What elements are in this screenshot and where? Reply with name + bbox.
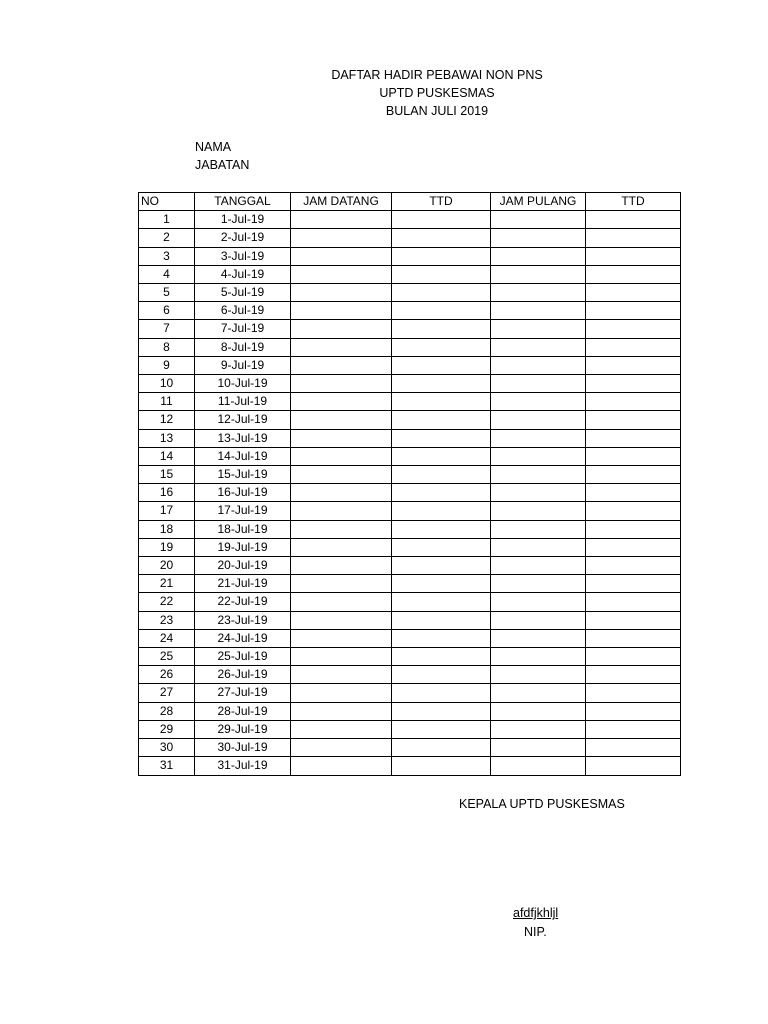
ttd-pulang-cell [586,320,681,338]
column-header-ttd-pulang: TTD [586,193,681,211]
row-number-cell: 18 [139,520,195,538]
column-header-no: NO [139,193,195,211]
table-row [139,611,681,629]
ttd-pulang-cell [586,466,681,484]
jam-datang-cell [291,575,392,593]
table-row [139,593,681,611]
row-number-cell: 30 [139,739,195,757]
jam-datang-cell [291,702,392,720]
signer-name: afdfjkhljl [513,906,559,920]
jam-pulang-cell [491,557,586,575]
ttd-datang-cell [392,229,491,247]
row-number-cell: 24 [139,629,195,647]
row-date-cell: 14-Jul-19 [195,447,291,465]
ttd-datang-cell [392,484,491,502]
ttd-pulang-cell [586,484,681,502]
ttd-pulang-cell [586,247,681,265]
jam-pulang-cell [491,265,586,283]
row-number-cell: 26 [139,666,195,684]
row-number-cell: 20 [139,557,195,575]
jam-datang-cell [291,429,392,447]
ttd-datang-cell [392,338,491,356]
ttd-datang-cell [392,575,491,593]
table-row [139,375,681,393]
jam-datang-cell [291,520,392,538]
jam-pulang-cell [491,284,586,302]
jam-datang-cell [291,502,392,520]
column-header-jam-pulang: JAM PULANG [491,193,586,211]
column-header-tanggal: TANGGAL [195,193,291,211]
table-row [139,520,681,538]
table-row [139,757,681,775]
jam-datang-cell [291,211,392,229]
ttd-datang-cell [392,466,491,484]
nip-label: NIP. [524,925,547,939]
table-row [139,265,681,283]
jam-datang-cell [291,338,392,356]
row-date-cell: 23-Jul-19 [195,611,291,629]
jam-pulang-cell [491,411,586,429]
ttd-datang-cell [392,611,491,629]
ttd-pulang-cell [586,211,681,229]
row-date-cell: 24-Jul-19 [195,629,291,647]
jam-pulang-cell [491,320,586,338]
row-number-cell: 11 [139,393,195,411]
jam-datang-cell [291,739,392,757]
ttd-datang-cell [392,666,491,684]
jam-datang-cell [291,265,392,283]
attendance-table [138,192,681,776]
ttd-datang-cell [392,502,491,520]
jam-pulang-cell [491,302,586,320]
ttd-pulang-cell [586,593,681,611]
ttd-pulang-cell [586,302,681,320]
table-row [139,302,681,320]
ttd-datang-cell [392,447,491,465]
table-row [139,557,681,575]
ttd-datang-cell [392,684,491,702]
row-date-cell: 1-Jul-19 [195,211,291,229]
row-date-cell: 26-Jul-19 [195,666,291,684]
table-row [139,411,681,429]
table-row [139,393,681,411]
table-row [139,338,681,356]
ttd-pulang-cell [586,447,681,465]
row-number-cell: 23 [139,611,195,629]
jam-pulang-cell [491,666,586,684]
row-date-cell: 11-Jul-19 [195,393,291,411]
jam-pulang-cell [491,520,586,538]
ttd-datang-cell [392,265,491,283]
jam-datang-cell [291,684,392,702]
row-number-cell: 1 [139,211,195,229]
jam-datang-cell [291,593,392,611]
row-date-cell: 19-Jul-19 [195,538,291,556]
table-row [139,447,681,465]
jam-pulang-cell [491,648,586,666]
table-row [139,211,681,229]
jam-pulang-cell [491,338,586,356]
ttd-pulang-cell [586,557,681,575]
row-date-cell: 15-Jul-19 [195,466,291,484]
jam-pulang-cell [491,375,586,393]
row-date-cell: 9-Jul-19 [195,356,291,374]
ttd-datang-cell [392,520,491,538]
column-header-jam-datang: JAM DATANG [291,193,392,211]
table-row [139,666,681,684]
row-number-cell: 25 [139,648,195,666]
ttd-pulang-cell [586,338,681,356]
jam-datang-cell [291,720,392,738]
ttd-datang-cell [392,375,491,393]
row-number-cell: 21 [139,575,195,593]
signature-title: KEPALA UPTD PUSKESMAS [459,797,625,811]
row-number-cell: 29 [139,720,195,738]
jam-datang-cell [291,538,392,556]
table-row [139,575,681,593]
table-row [139,429,681,447]
table-row [139,702,681,720]
table-row [139,648,681,666]
jam-datang-cell [291,393,392,411]
jam-pulang-cell [491,611,586,629]
row-number-cell: 9 [139,356,195,374]
jam-pulang-cell [491,684,586,702]
ttd-datang-cell [392,648,491,666]
row-number-cell: 27 [139,684,195,702]
jam-pulang-cell [491,739,586,757]
jam-pulang-cell [491,356,586,374]
jam-pulang-cell [491,484,586,502]
ttd-pulang-cell [586,502,681,520]
jam-datang-cell [291,302,392,320]
ttd-datang-cell [392,356,491,374]
table-header-row [139,193,681,211]
row-number-cell: 13 [139,429,195,447]
table-row [139,247,681,265]
row-number-cell: 17 [139,502,195,520]
row-number-cell: 10 [139,375,195,393]
jam-pulang-cell [491,720,586,738]
row-date-cell: 16-Jul-19 [195,484,291,502]
ttd-pulang-cell [586,429,681,447]
row-date-cell: 17-Jul-19 [195,502,291,520]
row-number-cell: 12 [139,411,195,429]
row-date-cell: 18-Jul-19 [195,520,291,538]
jam-datang-cell [291,611,392,629]
row-number-cell: 28 [139,702,195,720]
ttd-datang-cell [392,302,491,320]
row-date-cell: 21-Jul-19 [195,575,291,593]
ttd-datang-cell [392,702,491,720]
row-date-cell: 3-Jul-19 [195,247,291,265]
row-number-cell: 8 [139,338,195,356]
ttd-pulang-cell [586,265,681,283]
jam-datang-cell [291,375,392,393]
table-row [139,739,681,757]
nama-label: NAMA [195,140,232,154]
jam-datang-cell [291,284,392,302]
row-number-cell: 2 [139,229,195,247]
table-row [139,484,681,502]
jam-datang-cell [291,447,392,465]
document-subtitle-institution: UPTD PUSKESMAS [379,86,495,100]
ttd-pulang-cell [586,739,681,757]
row-number-cell: 5 [139,284,195,302]
ttd-datang-cell [392,429,491,447]
jam-datang-cell [291,356,392,374]
table-row [139,720,681,738]
ttd-pulang-cell [586,757,681,775]
row-number-cell: 6 [139,302,195,320]
row-date-cell: 20-Jul-19 [195,557,291,575]
jam-datang-cell [291,229,392,247]
jam-datang-cell [291,411,392,429]
jam-pulang-cell [491,538,586,556]
jam-pulang-cell [491,429,586,447]
jam-pulang-cell [491,593,586,611]
row-number-cell: 19 [139,538,195,556]
ttd-pulang-cell [586,629,681,647]
jam-datang-cell [291,466,392,484]
ttd-pulang-cell [586,684,681,702]
row-date-cell: 25-Jul-19 [195,648,291,666]
row-date-cell: 10-Jul-19 [195,375,291,393]
jam-pulang-cell [491,247,586,265]
jam-datang-cell [291,557,392,575]
jam-datang-cell [291,666,392,684]
jam-datang-cell [291,484,392,502]
row-date-cell: 12-Jul-19 [195,411,291,429]
table-row [139,229,681,247]
ttd-pulang-cell [586,393,681,411]
row-date-cell: 7-Jul-19 [195,320,291,338]
table-row [139,466,681,484]
ttd-datang-cell [392,247,491,265]
table-row [139,684,681,702]
jam-datang-cell [291,320,392,338]
ttd-datang-cell [392,739,491,757]
row-number-cell: 15 [139,466,195,484]
table-row [139,538,681,556]
jam-datang-cell [291,629,392,647]
ttd-pulang-cell [586,648,681,666]
table-row [139,320,681,338]
ttd-datang-cell [392,411,491,429]
ttd-pulang-cell [586,720,681,738]
row-date-cell: 30-Jul-19 [195,739,291,757]
ttd-datang-cell [392,284,491,302]
ttd-datang-cell [392,538,491,556]
jam-pulang-cell [491,502,586,520]
ttd-datang-cell [392,720,491,738]
row-date-cell: 27-Jul-19 [195,684,291,702]
row-date-cell: 31-Jul-19 [195,757,291,775]
ttd-datang-cell [392,393,491,411]
row-date-cell: 28-Jul-19 [195,702,291,720]
ttd-datang-cell [392,320,491,338]
row-date-cell: 6-Jul-19 [195,302,291,320]
row-date-cell: 22-Jul-19 [195,593,291,611]
jam-pulang-cell [491,393,586,411]
ttd-pulang-cell [586,520,681,538]
ttd-pulang-cell [586,356,681,374]
jam-pulang-cell [491,702,586,720]
jam-pulang-cell [491,447,586,465]
row-number-cell: 16 [139,484,195,502]
row-date-cell: 8-Jul-19 [195,338,291,356]
row-number-cell: 3 [139,247,195,265]
ttd-pulang-cell [586,611,681,629]
jam-pulang-cell [491,229,586,247]
ttd-datang-cell [392,593,491,611]
table-row [139,502,681,520]
table-row [139,629,681,647]
jam-datang-cell [291,757,392,775]
ttd-pulang-cell [586,229,681,247]
document-title: DAFTAR HADIR PEBAWAI NON PNS [331,68,543,82]
ttd-pulang-cell [586,666,681,684]
ttd-pulang-cell [586,538,681,556]
jam-pulang-cell [491,466,586,484]
jam-datang-cell [291,247,392,265]
ttd-datang-cell [392,629,491,647]
ttd-pulang-cell [586,702,681,720]
row-date-cell: 2-Jul-19 [195,229,291,247]
jam-pulang-cell [491,575,586,593]
jabatan-label: JABATAN [195,158,250,172]
jam-pulang-cell [491,757,586,775]
row-number-cell: 4 [139,265,195,283]
row-date-cell: 13-Jul-19 [195,429,291,447]
ttd-pulang-cell [586,411,681,429]
jam-pulang-cell [491,629,586,647]
ttd-datang-cell [392,757,491,775]
row-number-cell: 31 [139,757,195,775]
document-subtitle-period: BULAN JULI 2019 [385,104,489,118]
ttd-pulang-cell [586,284,681,302]
ttd-pulang-cell [586,375,681,393]
jam-pulang-cell [491,211,586,229]
column-header-ttd-datang: TTD [392,193,491,211]
ttd-pulang-cell [586,575,681,593]
row-number-cell: 7 [139,320,195,338]
row-date-cell: 5-Jul-19 [195,284,291,302]
row-date-cell: 4-Jul-19 [195,265,291,283]
row-number-cell: 14 [139,447,195,465]
ttd-datang-cell [392,557,491,575]
table-row [139,284,681,302]
row-number-cell: 22 [139,593,195,611]
table-row [139,356,681,374]
jam-datang-cell [291,648,392,666]
row-date-cell: 29-Jul-19 [195,720,291,738]
ttd-datang-cell [392,211,491,229]
